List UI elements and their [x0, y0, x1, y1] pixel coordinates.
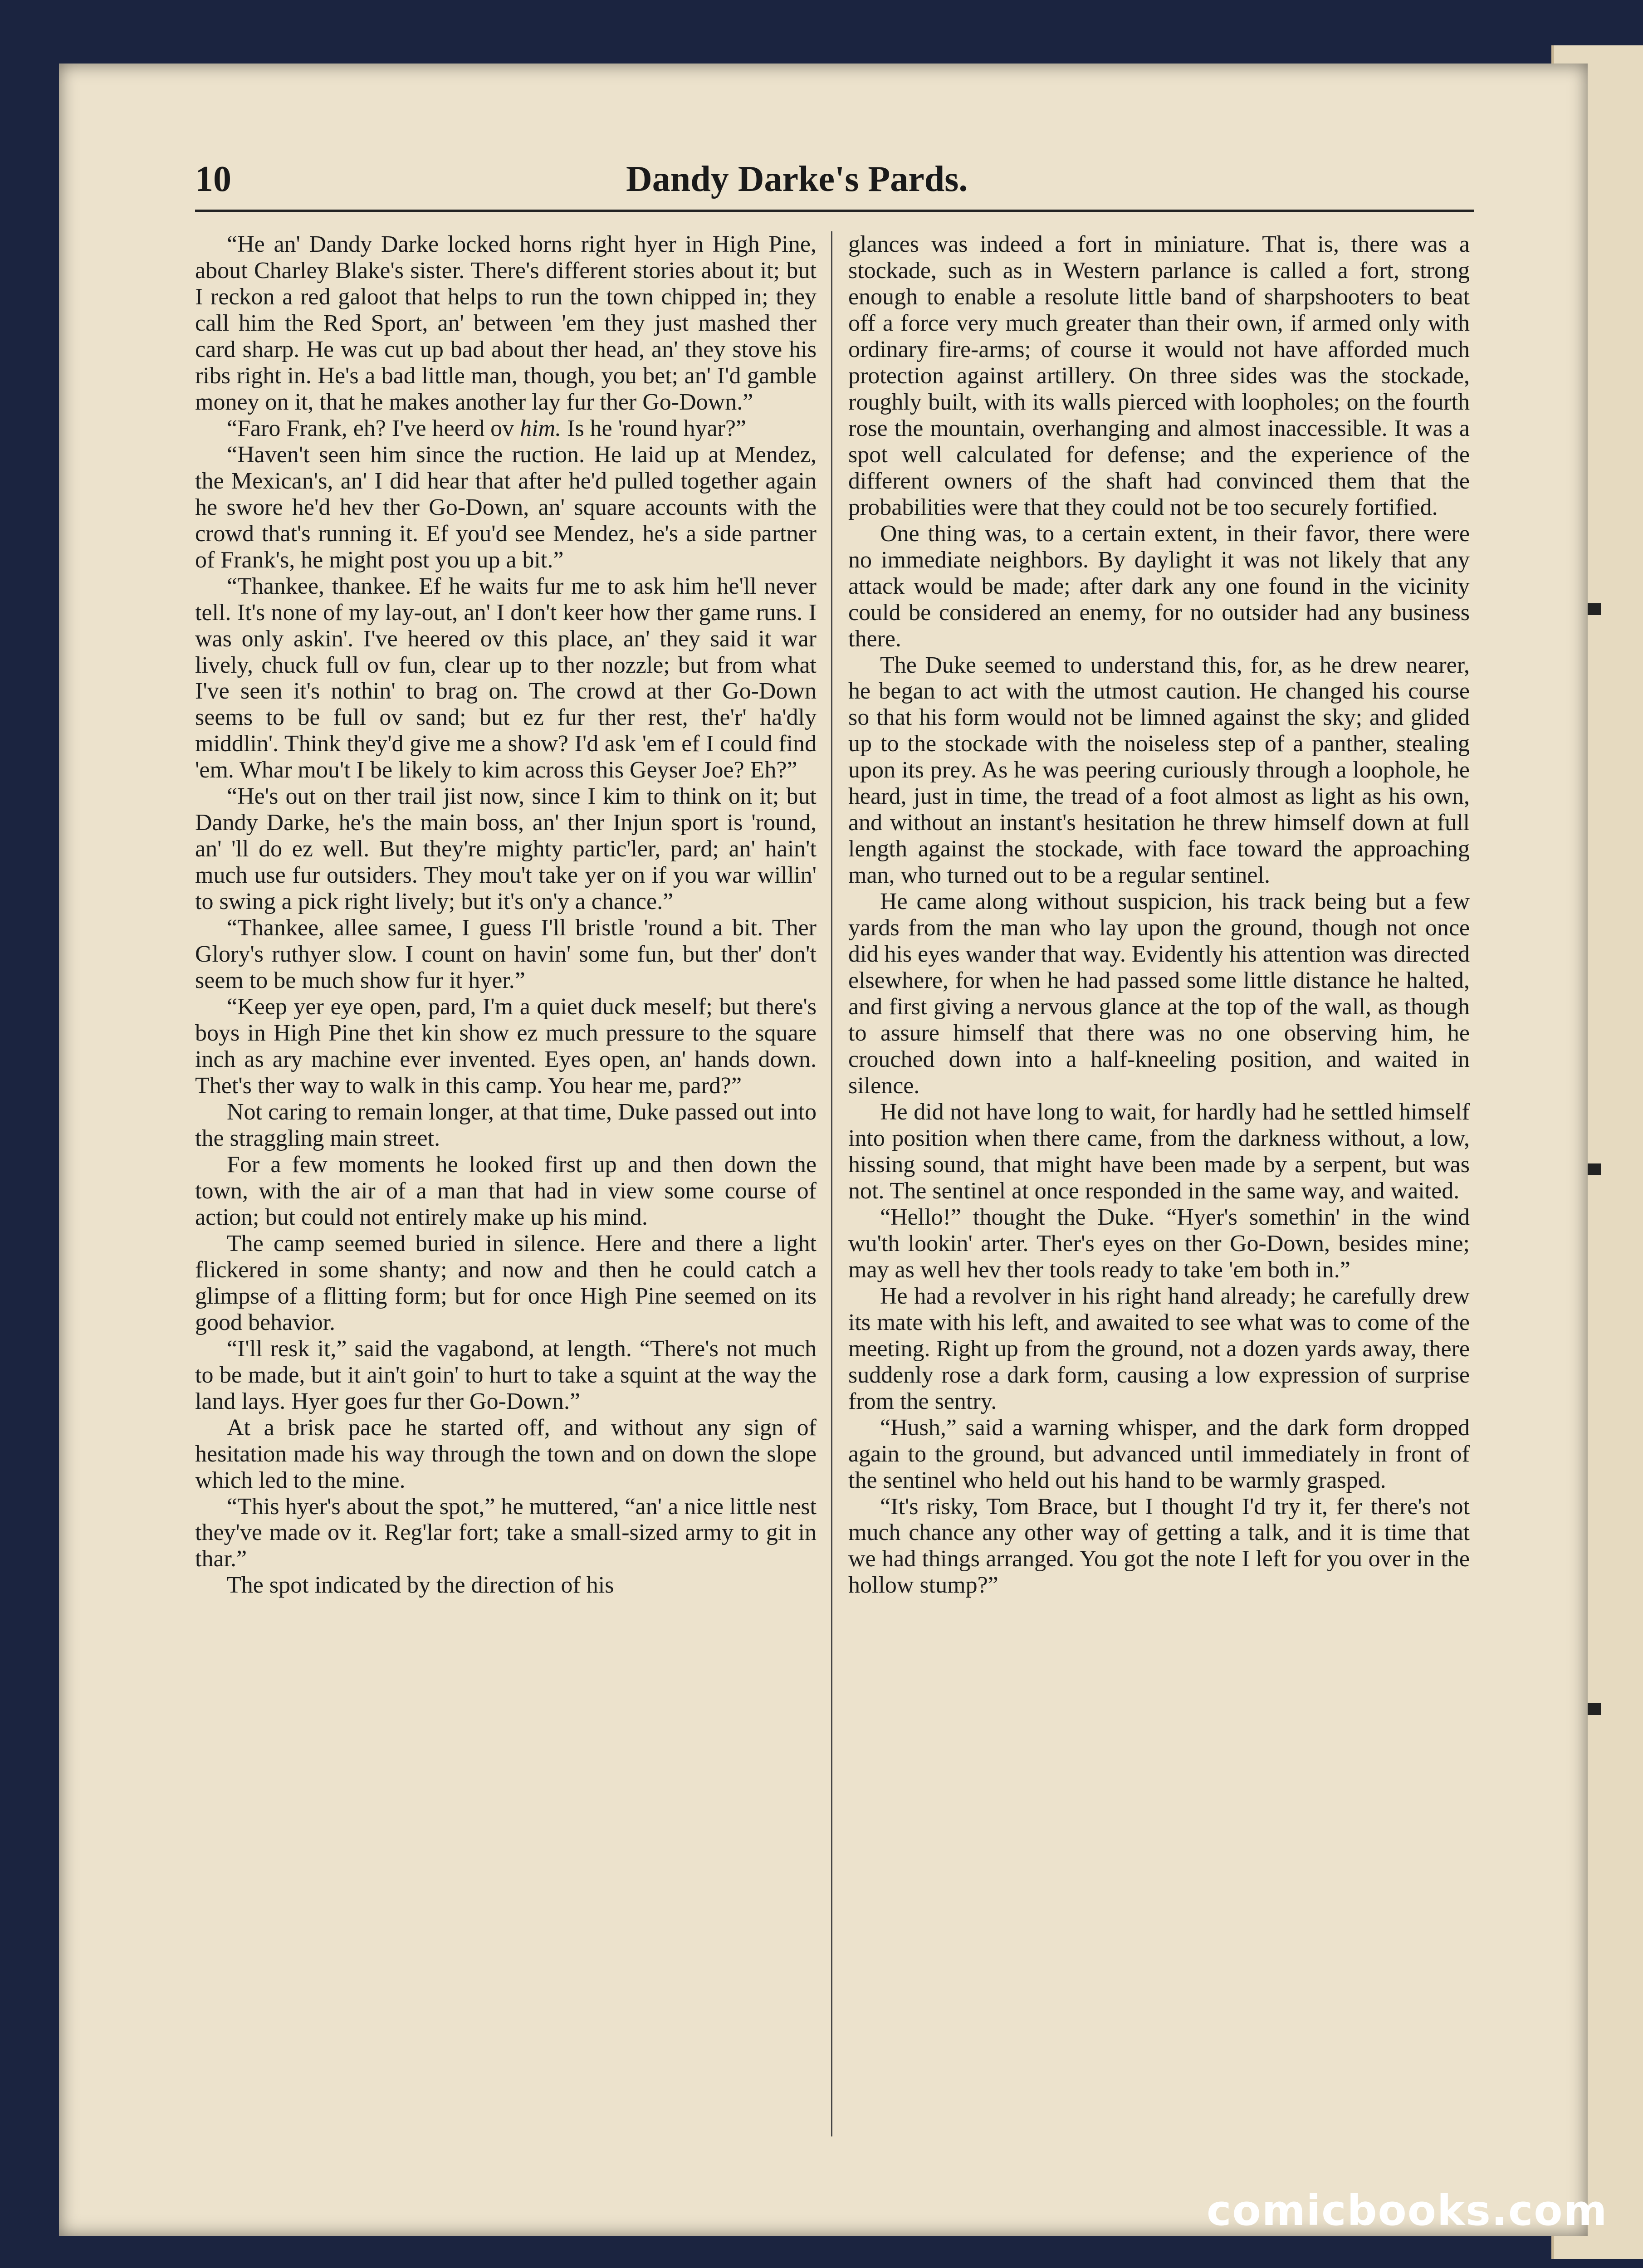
paragraph: He had a revolver in his right hand already; he carefully drew its mate with his left, and awaited to see what was to come of the meeting. Right up from the ground, not a dozen yards away, there suddenly rose a dark form, causing a low expression of surprise from the sentry. [848, 1283, 1470, 1414]
paragraph: “Faro Frank, eh? I've heerd ov him. Is he 'round hyar?” [227, 415, 746, 441]
paragraph: “It's risky, Tom Brace, but I thought I'd try it, fer there's not much chance any other way of getting a talk, and it is time that we had things arranged. You got the note I left for you over in the hollow stump?” [848, 1493, 1470, 1598]
paragraph: “He's out on ther trail jist now, since I kim to think on it; but Dandy Darke, he's the main boss, an' ther Injun sport is 'round, an' 'll do ez well. But they're mighty partic'ler, pard; an' hain't much use fur outsiders. They mou't take yer on if you war willin' to swing a pick right lively; but it's on'y a chance.” [195, 783, 817, 915]
paragraph: For a few moments he looked first up and then down the town, with the air of a man that had in view some course of action; but could not entirely make up his mind. [195, 1151, 817, 1230]
column-divider [831, 231, 832, 2136]
left-column [195, 231, 817, 2146]
paragraph: He came along without suspicion, his track being but a few yards from the man who lay upon the ground, though not once did his eyes wander that way. Evidently his attention was directed elsewhere, for when he had passed some little distance he halted, and first giving a nervous glance at the top of the wall, as though to assure himself that there was no one observing him, he crouched down into a half-kneeling position, and waited in silence. [848, 889, 1470, 1099]
paragraph: “Thankee, allee samee, I guess I'll bristle 'round a bit. Ther Glory's ruthyer slow. I count on havin' some fun, but ther' don't seem to be much show fur it hyer.” [195, 915, 817, 994]
paragraph: “Hush,” said a warning whisper, and the dark form dropped again to the ground, but advanced until immediately in front of the sentinel who held out his hand to be warmly grasped. [848, 1414, 1470, 1493]
paragraph: glances was indeed a fort in miniature. That is, there was a stockade, such as in Western parlance is called a fort, strong enough to enable a resolute little band of sharpshooters to beat off a force very much greater than their own, if armed only with ordinary fire-arms; of course it would not have afforded much protection against artillery. On three sides was the stockade, roughly built, with its walls pierced with loopholes; on the fourth rose the mountain, overhanging and almost inaccessible. It was a spot well calculated for defense; and the experience of the different owners of the shaft had convinced them that the probabilities were that they could not be too securely fortified. [848, 231, 1470, 520]
paragraph: Not caring to remain longer, at that time, Duke passed out into the straggling main street. [195, 1099, 817, 1151]
paragraph: The spot indicated by the direction of his [227, 1572, 614, 1598]
paragraph: One thing was, to a certain extent, in their favor, there were no immediate neighbors. By daylight it was not likely that any attack would be made; after dark any one found in the vicinity could be considered an enemy, for no outsider had any business there. [848, 520, 1470, 652]
paragraph: The camp seemed buried in silence. Here and there a light flickered in some shanty; and now and then he could catch a glimpse of a flitting form; but for once High Pine seemed on its good behavior. [195, 1230, 817, 1335]
watermark: comicbooks.com [1207, 2186, 1608, 2235]
running-title: Dandy Darke's Pards. [626, 159, 968, 199]
emphasis: him. [520, 415, 562, 441]
paragraph: “This hyer's about the spot,” he muttered, “an' a nice little nest they've made ov it. Reg'lar fort; take a small-sized army to git in thar.” [195, 1493, 817, 1572]
page-header [195, 159, 1465, 213]
paragraph: “I'll resk it,” said the vagabond, at length. “There's not much to be made, but it ain't goin' to hurt to take a squint at the way the land lays. Hyer goes fur ther Go-Down.” [195, 1335, 817, 1414]
right-column [848, 231, 1470, 2146]
paragraph: He did not have long to wait, for hardly had he settled himself into position when there came, from the darkness without, a low, hissing sound, that might have been made by a serpent, but was not. The sentinel at once responded in the same way, and waited. [848, 1099, 1470, 1204]
paragraph: “Hello!” thought the Duke. “Hyer's somethin' in the wind wu'th lookin' arter. Ther's eyes on ther Go-Down, besides mine; may as well hev ther tools ready to take 'em both in.” [848, 1204, 1470, 1283]
header-rule [195, 210, 1474, 212]
paragraph: At a brisk pace he started off, and without any sign of hesitation made his way through the town and on down the slope which led to the mine. [195, 1414, 817, 1493]
page-number: 10 [195, 159, 231, 199]
paragraph: “Thankee, thankee. Ef he waits fur me to ask him he'll never tell. It's none of my lay-out, an' I don't keer how ther game runs. I was only askin'. I've heered ov this place, an' they said it war lively, chuck full ov fun, clear up to ther nozzle; but from what I've seen it's nothin' to brag on. The crowd at ther Go-Down seems to be full ov sand; but ez fur ther rest, the'r' ha'dly middlin'. Think they'd give me a show? I'd ask 'em ef I could find 'em. Whar mou't I be likely to kim across this Geyser Joe? Eh?” [195, 573, 817, 783]
paragraph: The Duke seemed to understand this, for, as he drew nearer, he began to act with the utmost caution. He changed his course so that his form would not be limned against the sky; and glided up to the stockade with the noiseless step of a panther, stealing upon its prey. As he was peering curiously through a loophole, he heard, just in time, the tread of a foot almost as light as his own, and without an instant's hesitation he threw himself down at full length against the stockade, with face toward the approaching man, who turned out to be a regular sentinel. [848, 652, 1470, 889]
paragraph: “He an' Dandy Darke locked horns right hyer in High Pine, about Charley Blake's sister. There's different stories about it; but I reckon a red galoot that helps to run the town chipped in; they call him the Red Sport, an' between 'em they just mashed ther card sharp. He was cut up bad about ther head, an' they stove his ribs right in. He's a bad little man, though, you bet; an' I'd gamble money on it, that he makes another lay fur ther Go-Down.” [195, 231, 817, 415]
paragraph: “Haven't seen him since the ruction. He laid up at Mendez, the Mexican's, an' I did hear that after he'd pulled together again he swore he'd hev ther Go-Down, an' square accounts with the crowd that's running it. Ef you'd see Mendez, he's a side partner of Frank's, he might post you up a bit.” [195, 441, 817, 573]
paragraph: “Keep yer eye open, pard, I'm a quiet duck meself; but there's boys in High Pine thet kin show ez much pressure to the square inch as ary machine ever invented. Eyes open, an' hands down. Thet's ther way to walk in this camp. You hear me, pard?” [195, 994, 817, 1099]
